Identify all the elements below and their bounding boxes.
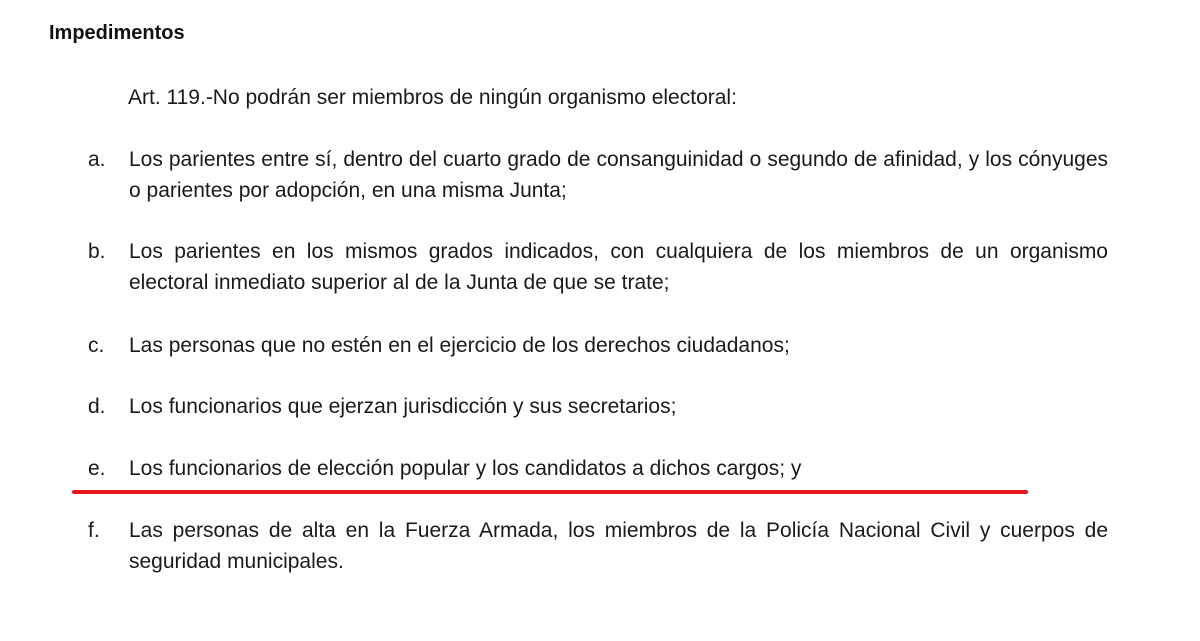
item-text: Los parientes entre sí, dentro del cuarto grado de consanguinidad o segundo de afinidad, y los cónyuges o parientes por adopción, en una misma Junta; [129,148,1108,202]
list-item [88,391,1108,422]
item-letter: c. [88,334,105,357]
item-text: Las personas que no estén en el ejercicio de los derechos ciudadanos; [129,334,790,357]
item-text: Los parientes en los mismos grados indicados, con cualquiera de los miembros de un organismo electoral inmediato superior al de la Junta de que se trate; [129,240,1108,294]
list-item [88,330,1108,361]
article-intro: Art. 119.-No podrán ser miembros de ningún organismo electoral: [128,86,737,109]
list-item [88,144,1108,206]
item-text: Los funcionarios de elección popular y los candidatos a dichos cargos; y [129,457,802,480]
item-text: Los funcionarios que ejerzan jurisdicción y sus secretarios; [129,395,677,418]
item-letter: a. [88,148,106,171]
section-heading: Impedimentos [49,22,185,44]
item-letter: e. [88,457,106,480]
item-letter: b. [88,240,106,263]
item-letter: d. [88,395,106,418]
list-item-highlighted [88,453,1108,484]
list-item [88,236,1108,298]
item-letter: f. [88,519,100,542]
item-text: Las personas de alta en la Fuerza Armada, los miembros de la Policía Nacional Civil y cuerpos de seguridad municipales. [129,519,1108,573]
red-underline [72,490,1028,494]
list-item [88,515,1108,577]
